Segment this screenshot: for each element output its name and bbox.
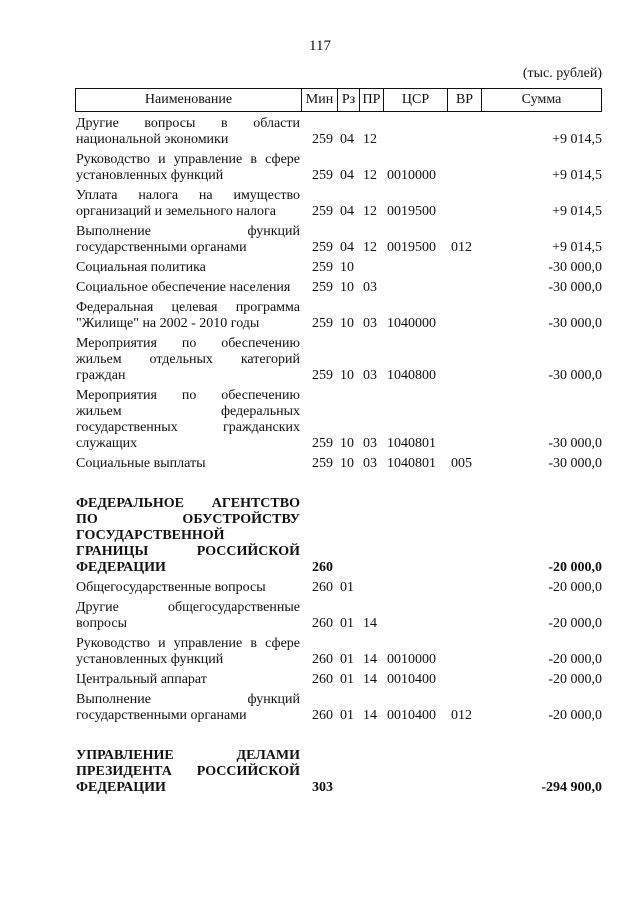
row-rz: 01 — [340, 672, 354, 687]
row-pr: 14 — [363, 708, 377, 723]
row-name: Мероприятия по обеспечению жильем отдельных категорий граждан — [76, 336, 300, 383]
row-min: 259 — [312, 168, 333, 183]
row-pr: 12 — [363, 132, 377, 147]
row-name: Социальная политика — [76, 260, 206, 275]
row-min: 259 — [312, 456, 333, 471]
row-pr: 14 — [363, 672, 377, 687]
table-row — [76, 388, 602, 452]
row-csr: 1040000 — [387, 316, 436, 331]
row-csr: 1040801 — [387, 436, 436, 451]
row-rz: 01 — [340, 652, 354, 667]
table-row — [76, 116, 602, 148]
row-name: Центральный аппарат — [76, 672, 207, 687]
row-rz: 01 — [340, 616, 354, 631]
row-sum: +9 014,5 — [552, 204, 602, 219]
row-sum: -294 900,0 — [541, 780, 602, 795]
row-sum: -30 000,0 — [548, 280, 602, 295]
table-header — [75, 88, 602, 112]
table-row — [76, 748, 602, 796]
row-csr: 0019500 — [387, 204, 436, 219]
row-pr: 14 — [363, 652, 377, 667]
header-min: Мин — [302, 89, 338, 111]
row-rz: 10 — [340, 436, 354, 451]
row-min: 259 — [312, 316, 333, 331]
row-sum: -30 000,0 — [548, 316, 602, 331]
header-sum: Сумма — [521, 92, 562, 107]
row-sum: +9 014,5 — [552, 168, 602, 183]
row-csr: 0010000 — [387, 168, 436, 183]
table-row — [76, 456, 602, 472]
table-row — [76, 692, 602, 724]
row-rz: 01 — [340, 708, 354, 723]
table-row — [76, 496, 602, 576]
row-name: Социальное обеспечение населения — [76, 280, 291, 295]
table-row — [76, 580, 602, 596]
table-row — [76, 280, 602, 296]
row-rz: 04 — [340, 168, 354, 183]
table-row — [76, 300, 602, 332]
row-min: 259 — [312, 240, 333, 255]
table-body — [76, 116, 602, 800]
row-csr: 0019500 — [387, 240, 436, 255]
row-csr: 0010000 — [387, 652, 436, 667]
row-rz: 10 — [340, 280, 354, 295]
row-pr: 03 — [363, 368, 377, 383]
table-row — [76, 672, 602, 688]
row-min: 259 — [312, 204, 333, 219]
row-min: 303 — [312, 780, 333, 795]
row-pr: 14 — [363, 616, 377, 631]
table-row — [76, 224, 602, 256]
row-name: Общегосударственные вопросы — [76, 580, 266, 595]
row-sum: -20 000,0 — [548, 580, 602, 595]
row-sum: -20 000,0 — [548, 708, 602, 723]
row-pr: 03 — [363, 436, 377, 451]
header-pr: ПР — [360, 89, 384, 111]
row-name: УПРАВЛЕНИЕ ДЕЛАМИ ПРЕЗИДЕНТА РОССИЙСКОЙ ФЕДЕРАЦИИ — [76, 748, 300, 795]
row-min: 260 — [312, 672, 333, 687]
row-sum: -30 000,0 — [548, 436, 602, 451]
row-sum: -30 000,0 — [548, 260, 602, 275]
row-name: Выполнение функций государственными органами — [76, 224, 300, 255]
row-sum: -20 000,0 — [548, 616, 602, 631]
row-name: Федеральная целевая программа "Жилище" на 2002 - 2010 годы — [76, 300, 300, 331]
row-name: ФЕДЕРАЛЬНОЕ АГЕНТСТВО ПО ОБУСТРОЙСТВУ ГОСУДАРСТВЕННОЙ ГРАНИЦЫ РОССИЙСКОЙ ФЕДЕРАЦИИ — [76, 496, 300, 575]
row-csr: 0010400 — [387, 708, 436, 723]
row-rz: 01 — [340, 580, 354, 595]
row-pr: 12 — [363, 204, 377, 219]
table-row — [76, 188, 602, 220]
table-row — [76, 636, 602, 668]
row-rz: 10 — [340, 456, 354, 471]
row-name: Руководство и управление в сфере установленных функций — [76, 152, 300, 183]
row-sum: -20 000,0 — [548, 560, 602, 575]
row-vr: 012 — [451, 708, 472, 723]
row-sum: -20 000,0 — [548, 672, 602, 687]
row-sum: -30 000,0 — [548, 456, 602, 471]
row-min: 259 — [312, 280, 333, 295]
units-label: (тыс. рублей) — [522, 66, 602, 81]
row-name: Другие общегосударственные вопросы — [76, 600, 300, 631]
row-min: 260 — [312, 652, 333, 667]
row-pr: 03 — [363, 456, 377, 471]
row-sum: -20 000,0 — [548, 652, 602, 667]
row-pr: 03 — [363, 316, 377, 331]
table-row — [76, 336, 602, 384]
row-min: 260 — [312, 616, 333, 631]
row-sum: +9 014,5 — [552, 240, 602, 255]
row-pr: 12 — [363, 240, 377, 255]
row-rz: 10 — [340, 316, 354, 331]
row-name: Другие вопросы в области национальной экономики — [76, 116, 300, 147]
row-name: Уплата налога на имущество организаций и земельного налога — [76, 188, 300, 219]
row-csr: 1040800 — [387, 368, 436, 383]
row-vr: 012 — [451, 240, 472, 255]
header-name: Наименование — [76, 89, 302, 111]
row-rz: 04 — [340, 132, 354, 147]
row-min: 259 — [312, 368, 333, 383]
row-name: Мероприятия по обеспечению жильем федеральных государственных гражданских служащих — [76, 388, 300, 451]
row-sum: +9 014,5 — [552, 132, 602, 147]
row-csr: 0010400 — [387, 672, 436, 687]
row-rz: 04 — [340, 240, 354, 255]
table-row — [76, 600, 602, 632]
row-pr: 03 — [363, 280, 377, 295]
row-rz: 10 — [340, 368, 354, 383]
row-name: Социальные выплаты — [76, 456, 206, 471]
row-min: 259 — [312, 132, 333, 147]
row-min: 260 — [312, 580, 333, 595]
row-rz: 04 — [340, 204, 354, 219]
header-vr: ВР — [448, 89, 482, 111]
table-row — [76, 152, 602, 184]
row-sum: -30 000,0 — [548, 368, 602, 383]
table-row — [76, 260, 602, 276]
row-csr: 1040801 — [387, 456, 436, 471]
row-min: 260 — [312, 708, 333, 723]
row-min: 259 — [312, 260, 333, 275]
row-name: Руководство и управление в сфере установленных функций — [76, 636, 300, 667]
row-pr: 12 — [363, 168, 377, 183]
row-min: 260 — [312, 560, 333, 575]
header-rz: Рз — [338, 89, 360, 111]
row-rz: 10 — [340, 260, 354, 275]
page-number: 117 — [309, 38, 331, 54]
header-csr: ЦСР — [384, 89, 448, 111]
row-name: Выполнение функций государственными органами — [76, 692, 300, 723]
row-min: 259 — [312, 436, 333, 451]
row-vr: 005 — [451, 456, 472, 471]
